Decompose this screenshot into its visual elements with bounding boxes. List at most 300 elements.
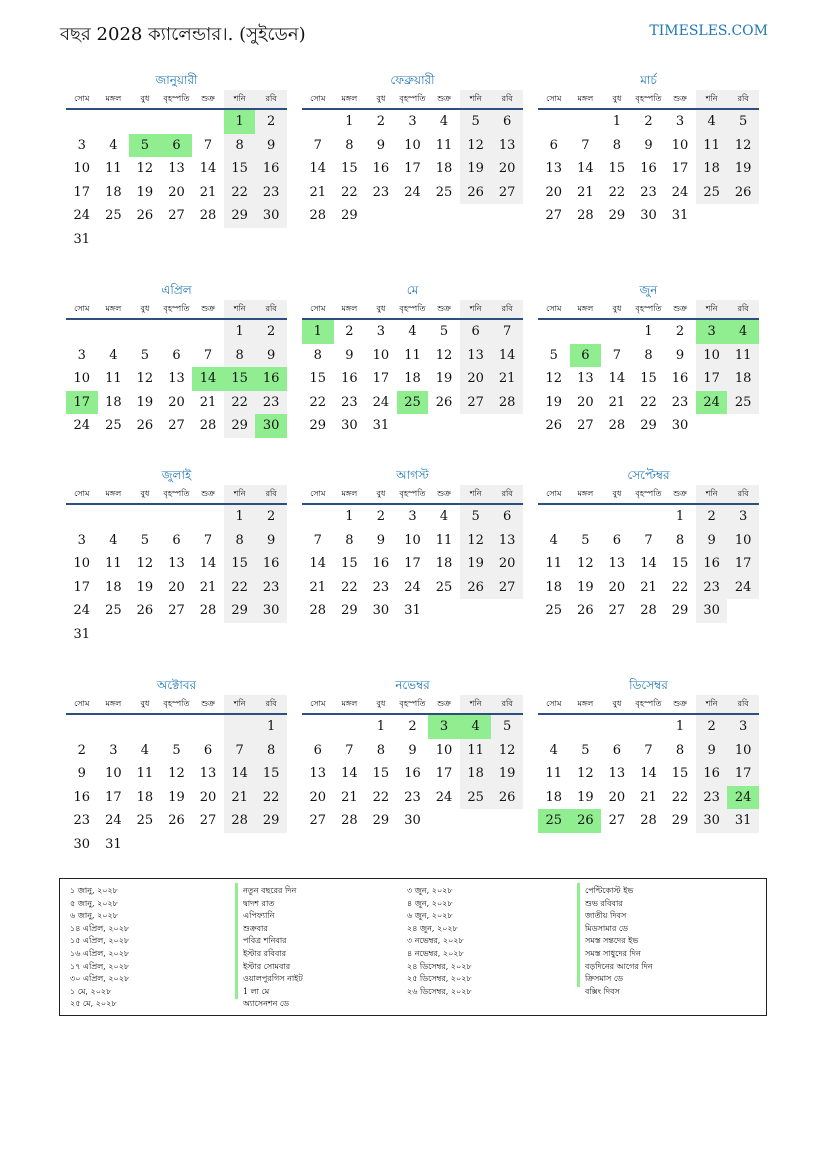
holiday-day-cell[interactable]: 15 — [224, 367, 256, 391]
day-cell[interactable]: 4 — [439, 509, 449, 524]
day-cell[interactable]: 5 — [727, 110, 759, 134]
day-cell[interactable]: 25 — [727, 391, 759, 415]
day-cell[interactable]: 18 — [105, 184, 122, 200]
day-cell[interactable]: 13 — [545, 161, 563, 176]
day-cell[interactable]: 14 — [608, 371, 626, 386]
day-cell[interactable]: 21 — [577, 184, 594, 200]
day-cell[interactable]: 4 — [549, 742, 558, 758]
day-cell[interactable]: 7 — [581, 137, 590, 153]
holiday-day-cell[interactable]: 26 — [570, 809, 602, 833]
day-cell[interactable]: 29 — [372, 813, 390, 828]
day-cell[interactable]: 23 — [255, 391, 287, 415]
day-cell[interactable]: 18 — [727, 367, 759, 391]
day-cell[interactable]: 11 — [460, 739, 492, 763]
day-cell[interactable]: 11 — [545, 766, 563, 781]
day-cell[interactable]: 1 — [675, 719, 685, 734]
day-cell[interactable]: 17 — [727, 552, 759, 576]
day-cell[interactable]: 5 — [439, 324, 449, 339]
day-cell[interactable]: 30 — [640, 208, 657, 223]
day-cell[interactable]: 27 — [309, 813, 327, 828]
day-cell[interactable]: 16 — [255, 157, 287, 181]
day-cell[interactable]: 25 — [460, 786, 492, 810]
day-cell[interactable]: 12 — [136, 161, 154, 176]
day-cell[interactable]: 26 — [136, 208, 154, 223]
day-cell[interactable]: 24 — [105, 813, 122, 828]
day-cell[interactable]: 5 — [172, 742, 181, 758]
day-cell[interactable]: 12 — [136, 556, 154, 571]
day-cell[interactable]: 24 — [671, 184, 689, 200]
day-cell[interactable]: 24 — [404, 184, 421, 200]
day-cell[interactable]: 5 — [460, 505, 492, 529]
day-cell[interactable]: 26 — [136, 603, 154, 618]
day-cell[interactable]: 4 — [109, 532, 118, 548]
day-cell[interactable]: 9 — [255, 344, 287, 368]
day-cell[interactable]: 22 — [671, 789, 689, 805]
day-cell[interactable]: 2 — [675, 324, 685, 339]
day-cell[interactable]: 27 — [168, 418, 185, 433]
day-cell[interactable]: 14 — [224, 762, 256, 786]
day-cell[interactable]: 12 — [577, 556, 594, 571]
day-cell[interactable]: 16 — [255, 552, 287, 576]
day-cell[interactable]: 23 — [341, 394, 358, 410]
day-cell[interactable]: 11 — [727, 344, 759, 368]
day-cell[interactable]: 6 — [612, 742, 622, 758]
day-cell[interactable]: 26 — [727, 181, 759, 205]
day-cell[interactable]: 14 — [199, 161, 217, 176]
day-cell[interactable]: 9 — [255, 529, 287, 553]
day-cell[interactable]: 5 — [581, 532, 590, 548]
day-cell[interactable]: 26 — [460, 181, 492, 205]
day-cell[interactable]: 27 — [168, 208, 185, 223]
day-cell[interactable]: 10 — [105, 766, 122, 781]
day-cell[interactable]: 19 — [136, 394, 154, 410]
holiday-day-cell[interactable]: 30 — [255, 414, 287, 438]
day-cell[interactable]: 21 — [608, 394, 626, 410]
day-cell[interactable]: 20 — [608, 579, 626, 595]
day-cell[interactable]: 18 — [136, 789, 154, 805]
day-cell[interactable]: 15 — [608, 161, 626, 176]
day-cell[interactable]: 1 — [644, 324, 653, 339]
day-cell[interactable]: 4 — [439, 114, 449, 129]
day-cell[interactable]: 9 — [675, 347, 685, 363]
day-cell[interactable]: 5 — [140, 347, 150, 363]
day-cell[interactable]: 6 — [172, 347, 181, 363]
day-cell[interactable]: 6 — [460, 320, 492, 344]
day-cell[interactable]: 25 — [435, 579, 453, 595]
day-cell[interactable]: 8 — [313, 347, 322, 363]
day-cell[interactable]: 17 — [73, 579, 91, 595]
day-cell[interactable]: 8 — [224, 344, 256, 368]
day-cell[interactable]: 15 — [671, 556, 689, 571]
day-cell[interactable]: 9 — [255, 134, 287, 158]
day-cell[interactable]: 1 — [345, 509, 354, 524]
day-cell[interactable]: 27 — [199, 813, 217, 828]
day-cell[interactable]: 25 — [435, 184, 453, 200]
day-cell[interactable]: 29 — [671, 603, 689, 618]
day-cell[interactable]: 18 — [435, 556, 453, 571]
day-cell[interactable]: 24 — [73, 603, 91, 618]
day-cell[interactable]: 27 — [577, 418, 594, 433]
day-cell[interactable]: 3 — [77, 532, 86, 548]
day-cell[interactable]: 11 — [105, 556, 122, 571]
day-cell[interactable]: 19 — [136, 184, 154, 200]
day-cell[interactable]: 11 — [435, 137, 453, 153]
day-cell[interactable]: 29 — [309, 418, 327, 433]
day-cell[interactable]: 3 — [727, 505, 759, 529]
day-cell[interactable]: 20 — [491, 157, 523, 181]
day-cell[interactable]: 6 — [491, 505, 523, 529]
day-cell[interactable]: 1 — [345, 114, 354, 129]
day-cell[interactable]: 6 — [172, 532, 181, 548]
day-cell[interactable]: 31 — [105, 836, 122, 852]
day-cell[interactable]: 6 — [549, 137, 558, 153]
day-cell[interactable]: 30 — [404, 813, 421, 828]
day-cell[interactable]: 3 — [77, 347, 86, 363]
day-cell[interactable]: 22 — [372, 789, 390, 805]
day-cell[interactable]: 5 — [491, 715, 523, 739]
day-cell[interactable]: 8 — [644, 347, 653, 363]
day-cell[interactable]: 19 — [545, 394, 563, 410]
day-cell[interactable]: 28 — [577, 208, 594, 223]
day-cell[interactable]: 19 — [491, 762, 523, 786]
day-cell[interactable]: 22 — [224, 181, 256, 205]
day-cell[interactable]: 29 — [224, 414, 256, 438]
holiday-day-cell[interactable]: 3 — [696, 320, 728, 344]
day-cell[interactable]: 26 — [545, 418, 563, 433]
day-cell[interactable]: 15 — [640, 371, 657, 386]
holiday-day-cell[interactable]: 6 — [161, 134, 193, 158]
day-cell[interactable]: 19 — [435, 371, 453, 386]
day-cell[interactable]: 28 — [491, 391, 523, 415]
day-cell[interactable]: 19 — [727, 157, 759, 181]
day-cell[interactable]: 17 — [435, 766, 453, 781]
day-cell[interactable]: 21 — [309, 184, 327, 200]
day-cell[interactable]: 3 — [77, 137, 86, 153]
holiday-day-cell[interactable]: 6 — [570, 344, 602, 368]
day-cell[interactable]: 19 — [460, 552, 492, 576]
day-cell[interactable]: 10 — [404, 532, 421, 548]
holiday-day-cell[interactable]: 25 — [538, 809, 570, 833]
day-cell[interactable]: 4 — [696, 110, 728, 134]
day-cell[interactable]: 19 — [168, 789, 185, 805]
day-cell[interactable]: 7 — [313, 532, 322, 548]
day-cell[interactable]: 6 — [612, 532, 622, 548]
day-cell[interactable]: 7 — [224, 739, 256, 763]
day-cell[interactable]: 27 — [545, 208, 563, 223]
holiday-day-cell[interactable]: 24 — [727, 786, 759, 810]
day-cell[interactable]: 8 — [376, 742, 386, 758]
holiday-day-cell[interactable]: 25 — [397, 391, 429, 415]
day-cell[interactable]: 14 — [341, 766, 358, 781]
day-cell[interactable]: 2 — [376, 509, 386, 524]
day-cell[interactable]: 12 — [136, 371, 154, 386]
day-cell[interactable]: 10 — [404, 137, 421, 153]
holiday-day-cell[interactable]: 1 — [302, 320, 334, 344]
holiday-day-cell[interactable]: 3 — [428, 715, 460, 739]
day-cell[interactable]: 23 — [372, 184, 390, 200]
day-cell[interactable]: 13 — [460, 344, 492, 368]
day-cell[interactable]: 20 — [199, 789, 217, 805]
day-cell[interactable]: 1 — [376, 719, 386, 734]
day-cell[interactable]: 28 — [309, 603, 327, 618]
day-cell[interactable]: 27 — [608, 603, 626, 618]
day-cell[interactable]: 21 — [224, 786, 256, 810]
day-cell[interactable]: 4 — [140, 742, 150, 758]
day-cell[interactable]: 11 — [105, 161, 122, 176]
day-cell[interactable]: 22 — [309, 394, 327, 410]
day-cell[interactable]: 20 — [608, 789, 626, 805]
day-cell[interactable]: 19 — [460, 157, 492, 181]
day-cell[interactable]: 1 — [224, 320, 256, 344]
day-cell[interactable]: 28 — [341, 813, 358, 828]
holiday-day-cell[interactable]: 14 — [192, 367, 224, 391]
day-cell[interactable]: 30 — [671, 418, 689, 433]
day-cell[interactable]: 22 — [671, 579, 689, 595]
day-cell[interactable]: 14 — [309, 556, 327, 571]
day-cell[interactable]: 31 — [73, 626, 91, 642]
day-cell[interactable]: 29 — [255, 809, 287, 833]
day-cell[interactable]: 15 — [341, 161, 358, 176]
day-cell[interactable]: 23 — [404, 789, 421, 805]
day-cell[interactable]: 21 — [199, 579, 217, 595]
day-cell[interactable]: 28 — [640, 603, 657, 618]
day-cell[interactable]: 4 — [408, 324, 417, 339]
day-cell[interactable]: 3 — [376, 324, 386, 339]
day-cell[interactable]: 27 — [491, 576, 523, 600]
day-cell[interactable]: 7 — [644, 532, 653, 548]
day-cell[interactable]: 20 — [577, 394, 594, 410]
day-cell[interactable]: 15 — [224, 157, 256, 181]
day-cell[interactable]: 21 — [640, 579, 657, 595]
day-cell[interactable]: 12 — [460, 134, 492, 158]
day-cell[interactable]: 16 — [696, 552, 728, 576]
day-cell[interactable]: 13 — [168, 371, 185, 386]
day-cell[interactable]: 30 — [255, 204, 287, 228]
day-cell[interactable]: 7 — [203, 532, 213, 548]
day-cell[interactable]: 18 — [460, 762, 492, 786]
day-cell[interactable]: 6 — [491, 110, 523, 134]
day-cell[interactable]: 25 — [696, 181, 728, 205]
day-cell[interactable]: 28 — [199, 603, 217, 618]
holiday-day-cell[interactable]: 5 — [129, 134, 161, 158]
day-cell[interactable]: 16 — [372, 161, 390, 176]
day-cell[interactable]: 27 — [491, 181, 523, 205]
day-cell[interactable]: 10 — [435, 742, 453, 758]
day-cell[interactable]: 22 — [255, 786, 287, 810]
day-cell[interactable]: 31 — [727, 809, 759, 833]
day-cell[interactable]: 2 — [696, 505, 728, 529]
day-cell[interactable]: 2 — [345, 324, 354, 339]
day-cell[interactable]: 20 — [545, 184, 563, 200]
day-cell[interactable]: 17 — [671, 161, 689, 176]
day-cell[interactable]: 27 — [608, 813, 626, 828]
day-cell[interactable]: 10 — [727, 739, 759, 763]
day-cell[interactable]: 11 — [136, 766, 154, 781]
day-cell[interactable]: 26 — [136, 418, 154, 433]
day-cell[interactable]: 6 — [313, 742, 322, 758]
day-cell[interactable]: 14 — [199, 556, 217, 571]
day-cell[interactable]: 31 — [372, 418, 390, 433]
day-cell[interactable]: 18 — [105, 394, 122, 410]
day-cell[interactable]: 5 — [549, 347, 558, 363]
day-cell[interactable]: 7 — [491, 320, 523, 344]
day-cell[interactable]: 18 — [105, 579, 122, 595]
day-cell[interactable]: 11 — [545, 556, 563, 571]
day-cell[interactable]: 17 — [73, 184, 91, 200]
day-cell[interactable]: 2 — [255, 110, 287, 134]
day-cell[interactable]: 31 — [671, 208, 689, 223]
day-cell[interactable]: 1 — [255, 715, 287, 739]
day-cell[interactable]: 14 — [309, 161, 327, 176]
day-cell[interactable]: 8 — [255, 739, 287, 763]
day-cell[interactable]: 23 — [73, 813, 91, 828]
day-cell[interactable]: 20 — [460, 367, 492, 391]
day-cell[interactable]: 4 — [549, 532, 558, 548]
day-cell[interactable]: 19 — [136, 579, 154, 595]
day-cell[interactable]: 17 — [696, 367, 728, 391]
day-cell[interactable]: 30 — [73, 836, 91, 852]
day-cell[interactable]: 22 — [224, 391, 256, 415]
day-cell[interactable]: 23 — [255, 576, 287, 600]
day-cell[interactable]: 12 — [168, 766, 185, 781]
day-cell[interactable]: 22 — [608, 184, 626, 200]
day-cell[interactable]: 29 — [341, 208, 358, 223]
day-cell[interactable]: 15 — [224, 552, 256, 576]
day-cell[interactable]: 2 — [255, 505, 287, 529]
day-cell[interactable]: 10 — [696, 344, 728, 368]
day-cell[interactable]: 9 — [77, 766, 86, 781]
day-cell[interactable]: 18 — [696, 157, 728, 181]
day-cell[interactable]: 16 — [404, 766, 421, 781]
day-cell[interactable]: 19 — [577, 789, 594, 805]
day-cell[interactable]: 17 — [372, 371, 390, 386]
day-cell[interactable]: 24 — [435, 789, 453, 805]
day-cell[interactable]: 24 — [404, 579, 421, 595]
day-cell[interactable]: 31 — [73, 231, 91, 247]
day-cell[interactable]: 7 — [345, 742, 354, 758]
holiday-day-cell[interactable]: 1 — [224, 110, 256, 134]
day-cell[interactable]: 21 — [491, 367, 523, 391]
day-cell[interactable]: 10 — [73, 556, 91, 571]
day-cell[interactable]: 29 — [671, 813, 689, 828]
day-cell[interactable]: 26 — [168, 813, 185, 828]
day-cell[interactable]: 20 — [168, 394, 185, 410]
day-cell[interactable]: 26 — [435, 394, 453, 410]
day-cell[interactable]: 20 — [491, 552, 523, 576]
day-cell[interactable]: 23 — [696, 786, 728, 810]
day-cell[interactable]: 8 — [675, 532, 685, 548]
day-cell[interactable]: 10 — [73, 161, 91, 176]
day-cell[interactable]: 14 — [640, 766, 657, 781]
day-cell[interactable]: 9 — [408, 742, 417, 758]
day-cell[interactable]: 30 — [372, 603, 390, 618]
day-cell[interactable]: 8 — [345, 137, 354, 153]
day-cell[interactable]: 11 — [105, 371, 122, 386]
day-cell[interactable]: 29 — [224, 599, 256, 623]
day-cell[interactable]: 10 — [671, 137, 689, 153]
day-cell[interactable]: 7 — [203, 137, 213, 153]
day-cell[interactable]: 22 — [341, 184, 358, 200]
day-cell[interactable]: 12 — [491, 739, 523, 763]
day-cell[interactable]: 30 — [341, 418, 358, 433]
day-cell[interactable]: 17 — [404, 161, 421, 176]
day-cell[interactable]: 21 — [199, 184, 217, 200]
day-cell[interactable]: 7 — [644, 742, 653, 758]
day-cell[interactable]: 15 — [671, 766, 689, 781]
day-cell[interactable]: 14 — [577, 161, 594, 176]
day-cell[interactable]: 18 — [545, 789, 563, 805]
day-cell[interactable]: 19 — [577, 579, 594, 595]
day-cell[interactable]: 27 — [460, 391, 492, 415]
day-cell[interactable]: 12 — [460, 529, 492, 553]
day-cell[interactable]: 7 — [313, 137, 322, 153]
day-cell[interactable]: 13 — [608, 556, 626, 571]
day-cell[interactable]: 31 — [404, 603, 421, 618]
day-cell[interactable]: 12 — [577, 766, 594, 781]
holiday-day-cell[interactable]: 17 — [66, 391, 98, 415]
day-cell[interactable]: 29 — [640, 418, 657, 433]
day-cell[interactable]: 30 — [255, 599, 287, 623]
day-cell[interactable]: 16 — [640, 161, 657, 176]
holiday-day-cell[interactable]: 4 — [727, 320, 759, 344]
day-cell[interactable]: 16 — [372, 556, 390, 571]
day-cell[interactable]: 17 — [404, 556, 421, 571]
day-cell[interactable]: 15 — [255, 762, 287, 786]
holiday-day-cell[interactable]: 24 — [696, 391, 728, 415]
day-cell[interactable]: 5 — [140, 532, 150, 548]
day-cell[interactable]: 10 — [73, 371, 91, 386]
day-cell[interactable]: 24 — [73, 418, 91, 433]
day-cell[interactable]: 3 — [675, 114, 685, 129]
day-cell[interactable]: 9 — [644, 137, 653, 153]
day-cell[interactable]: 22 — [341, 579, 358, 595]
day-cell[interactable]: 14 — [491, 344, 523, 368]
day-cell[interactable]: 11 — [696, 134, 728, 158]
day-cell[interactable]: 29 — [224, 204, 256, 228]
day-cell[interactable]: 23 — [372, 579, 390, 595]
day-cell[interactable]: 16 — [341, 371, 358, 386]
day-cell[interactable]: 18 — [404, 371, 421, 386]
day-cell[interactable]: 25 — [105, 208, 122, 223]
day-cell[interactable]: 13 — [199, 766, 217, 781]
day-cell[interactable]: 28 — [224, 809, 256, 833]
day-cell[interactable]: 8 — [224, 134, 256, 158]
day-cell[interactable]: 2 — [255, 320, 287, 344]
day-cell[interactable]: 24 — [727, 576, 759, 600]
day-cell[interactable]: 3 — [727, 715, 759, 739]
day-cell[interactable]: 27 — [168, 603, 185, 618]
day-cell[interactable]: 28 — [640, 813, 657, 828]
day-cell[interactable]: 17 — [727, 762, 759, 786]
day-cell[interactable]: 2 — [644, 114, 653, 129]
day-cell[interactable]: 4 — [109, 137, 118, 153]
day-cell[interactable]: 2 — [77, 742, 86, 758]
day-cell[interactable]: 2 — [696, 715, 728, 739]
day-cell[interactable]: 23 — [255, 181, 287, 205]
day-cell[interactable]: 5 — [581, 742, 590, 758]
day-cell[interactable]: 8 — [675, 742, 685, 758]
day-cell[interactable]: 9 — [376, 137, 386, 153]
day-cell[interactable]: 9 — [696, 529, 728, 553]
day-cell[interactable]: 25 — [105, 418, 122, 433]
day-cell[interactable]: 28 — [199, 208, 217, 223]
day-cell[interactable]: 20 — [168, 184, 185, 200]
day-cell[interactable]: 21 — [199, 394, 217, 410]
day-cell[interactable]: 20 — [168, 579, 185, 595]
day-cell[interactable]: 15 — [341, 556, 358, 571]
day-cell[interactable]: 23 — [696, 576, 728, 600]
day-cell[interactable]: 28 — [199, 418, 217, 433]
